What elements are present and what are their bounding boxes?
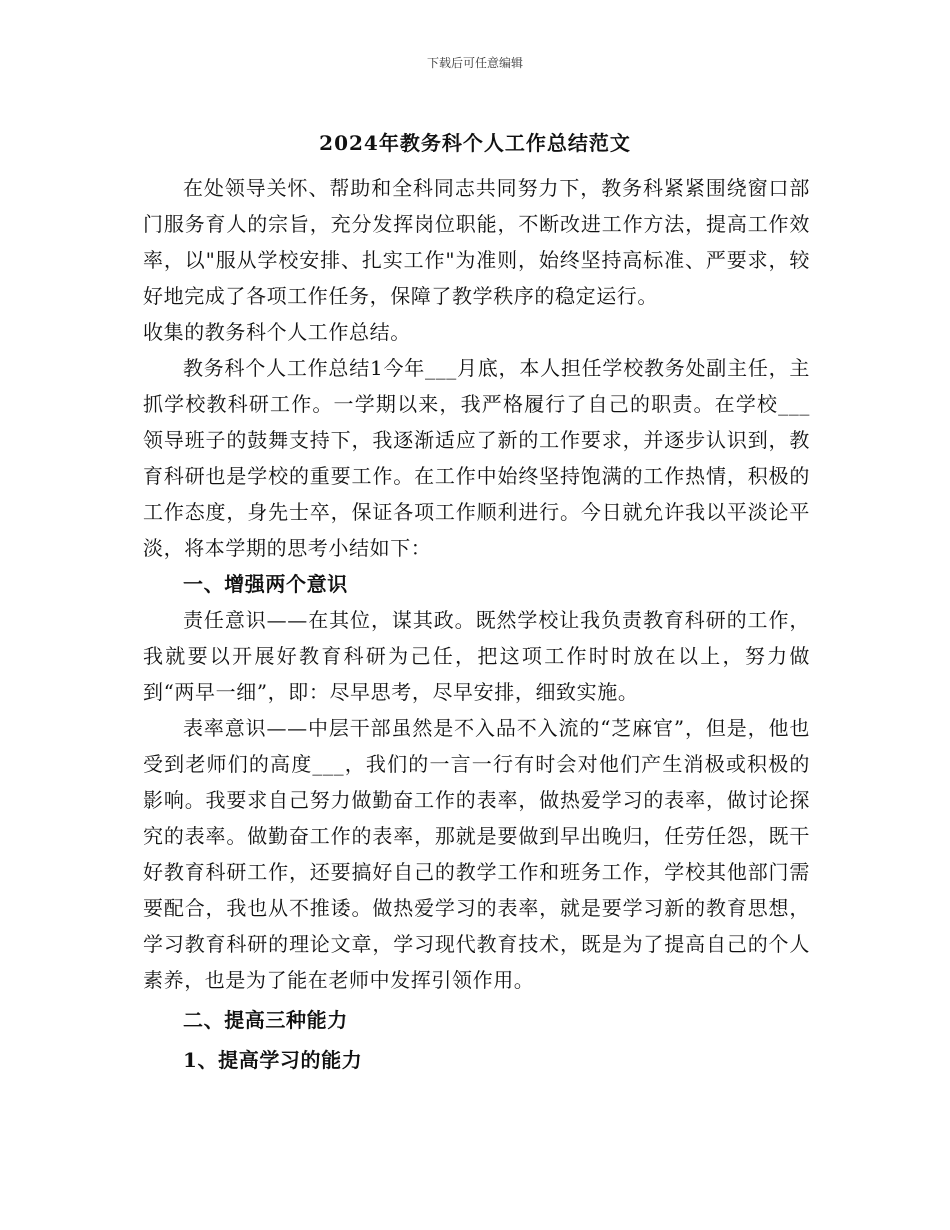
section-heading-2: 二、提高三种能力 [183,1008,348,1032]
paragraph-summary-1: 教务科个人工作总结1今年___月底，本人担任学校教务处副主任，主抓学校教科研工作。一学期以来，我严格履行了自己的职责。在学校___领导班子的鼓舞支持下，我逐渐适应了新的工作要求，并逐步认识到，教育科研也是学校的重要工作。在工作中始终坚持饱满的工作热情，积极的工作态度，身先士卒，保证各项工作顺利进行。今日就允许我以平淡论平淡，将本学期的思考小结如下： [143,356,810,560]
subsection-heading-1: 1、提高学习的能力 [183,1048,363,1072]
paragraph-responsibility: 责任意识——在其位，谋其政。既然学校让我负责教育科研的工作，我就要以开展好教育科研为己任，把这项工作时时放在以上，努力做到“两早一细”，即：尽早思考，尽早安排，细致实施。 [143,608,810,704]
paragraph-intro-note: 收集的教务科个人工作总结。 [143,320,411,344]
document-title: 2024年教务科个人工作总结范文 [319,131,631,155]
header-note: 下载后可任意编辑 [426,56,523,70]
paragraph-intro: 在处领导关怀、帮助和全科同志共同努力下，教务科紧紧围绕窗口部门服务育人的宗旨，充分发挥岗位职能，不断改进工作方法，提高工作效率，以"服从学校安排、扎实工作"为准则，始终坚持高标准、严要求，较好地完成了各项工作任务，保障了教学秩序的稳定运行。 [143,176,810,308]
document-body [143,170,810,1078]
paragraph-role-model: 表率意识——中层干部虽然是不入品不入流的“芝麻官”，但是，他也受到老师们的高度___，我们的一言一行有时会对他们产生消极或积极的影响。我要求自己努力做勤奋工作的表率，做热爱学习的表率，做讨论探究的表率。做勤奋工作的表率，那就是要做到早出晚归，任劳任怨，既干好教育科研工作，还要搞好自己的教学工作和班务工作，学校其他部门需要配合，我也从不推诿。做热爱学习的表率，就是要学习新的教育思想，学习教育科研的理论文章，学习现代教育技术，既是为了提高自己的个人素养，也是为了能在老师中发挥引领作用。 [143,716,810,992]
section-heading-1: 一、增强两个意识 [183,572,348,596]
